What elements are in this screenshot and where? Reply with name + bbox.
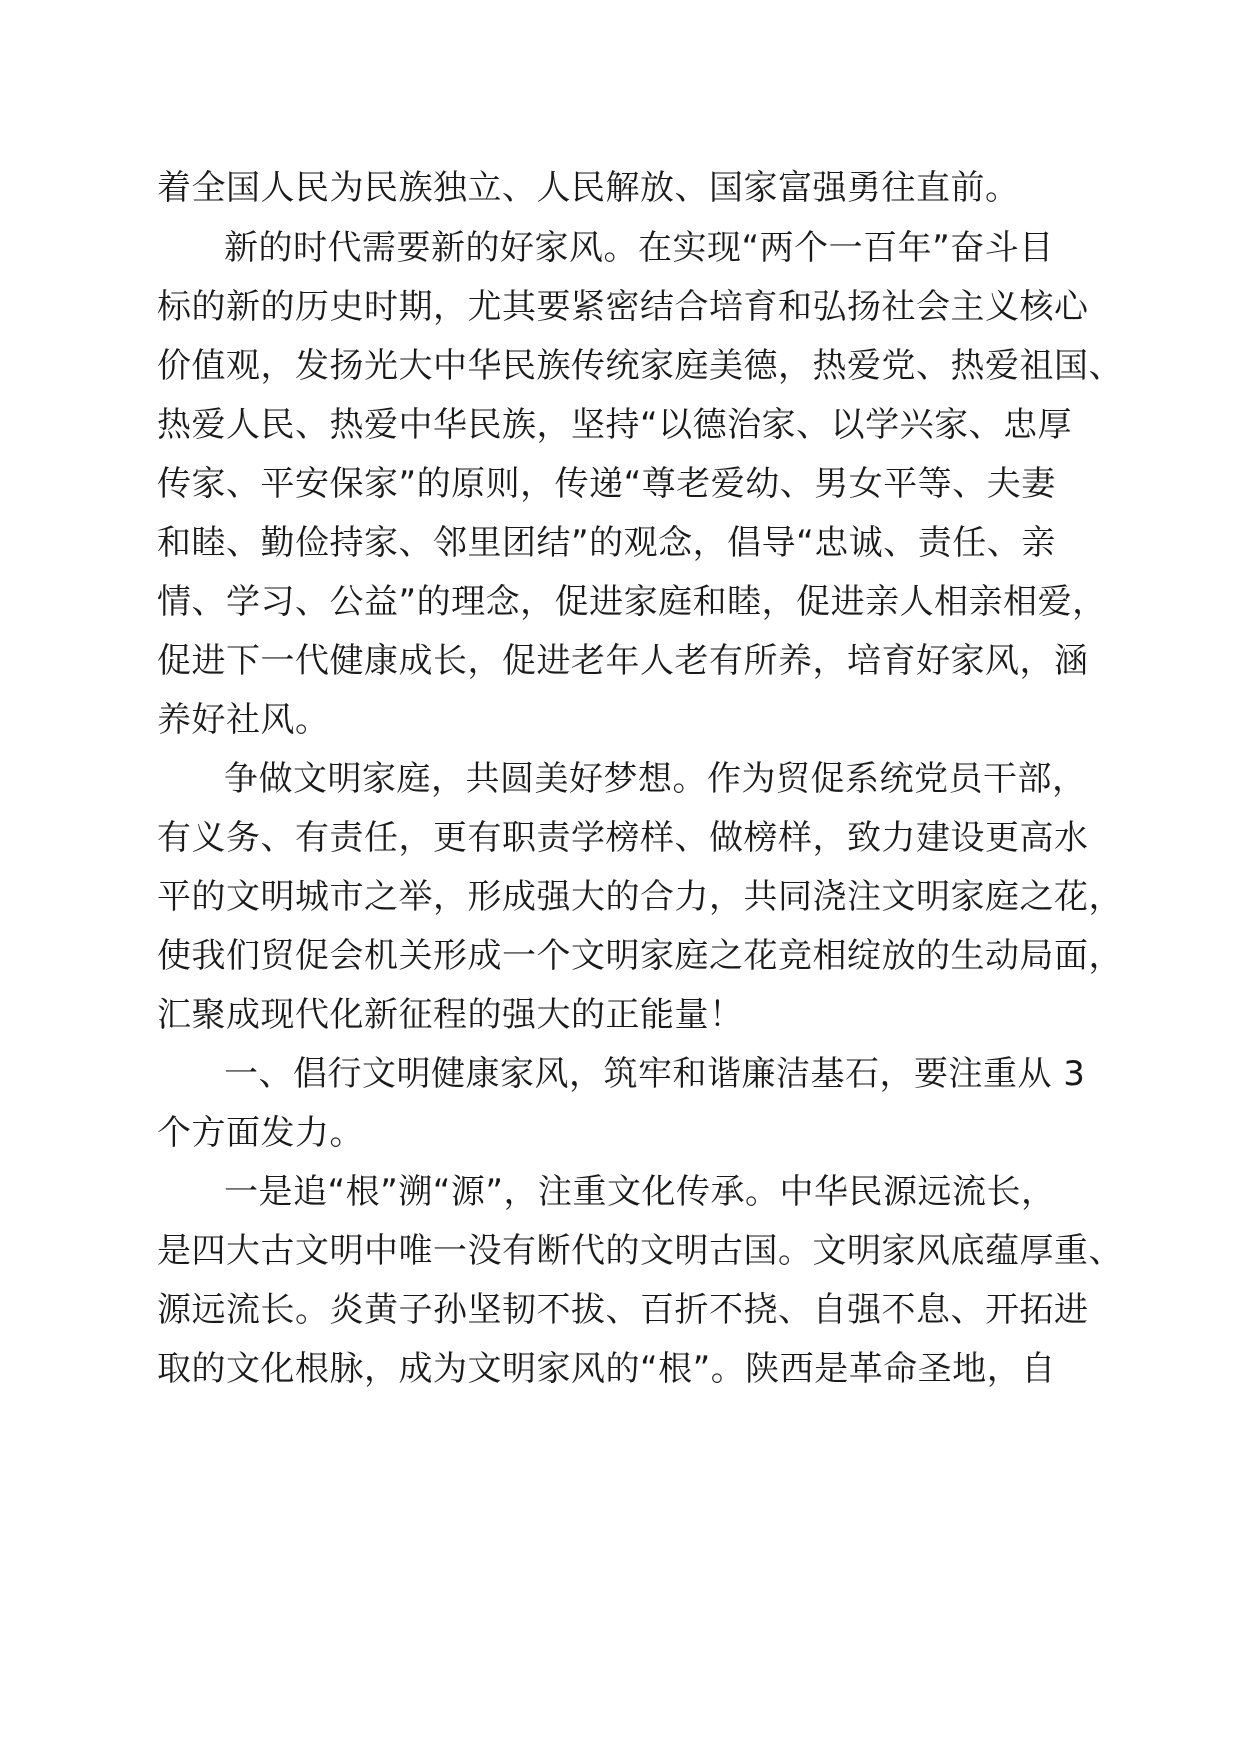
text-line: 促进下一代健康成长，促进老年人老有所养，培育好家风，涵 bbox=[157, 641, 1089, 681]
section-heading-line: 个方面发力。 bbox=[157, 1113, 364, 1153]
text-line: 有义务、有责任，更有职责学榜样、做榜样，致力建设更高水 bbox=[157, 818, 1089, 858]
text-line: 养好社风。 bbox=[157, 700, 330, 740]
text-line: 和睦、勤俭持家、邻里团结”的观念，倡导“忠诚、责任、亲 bbox=[157, 523, 1056, 563]
text-line: 传家、平安保家”的原则，传递“尊老爱幼、男女平等、夫妻 bbox=[157, 464, 1056, 504]
text-line: 使我们贸促会机关形成一个文明家庭之花竞相绽放的生动局面， bbox=[157, 936, 1123, 976]
paragraph-first-line: 一是追“根”溯“源”，注重文化传承。中华民源远流长， bbox=[224, 1172, 1056, 1212]
paragraph-first-line: 争做文明家庭，共圆美好梦想。作为贸促系统党员干部， bbox=[224, 759, 1087, 799]
section-heading-line: 一、倡行文明健康家风，筑牢和谐廉洁基石，要注重从 3 bbox=[224, 1054, 1086, 1094]
text-line: 源远流长。炎黄子孙坚韧不拔、百折不挠、自强不息、开拓进 bbox=[157, 1290, 1089, 1330]
paragraph-first-line: 新的时代需要新的好家风。在实现“两个一百年”奋斗目 bbox=[224, 228, 1054, 268]
text-line: 着全国人民为民族独立、人民解放、国家富强勇往直前。 bbox=[157, 168, 1020, 208]
text-line: 平的文明城市之举，形成强大的合力，共同浇注文明家庭之花， bbox=[157, 877, 1123, 917]
text-line: 价值观，发扬光大中华民族传统家庭美德，热爱党、热爱祖国、 bbox=[157, 346, 1123, 386]
text-line: 取的文化根脉，成为文明家风的“根”。陕西是革命圣地，自 bbox=[157, 1349, 1056, 1389]
text-line: 是四大古文明中唯一没有断代的文明古国。文明家风底蕴厚重、 bbox=[157, 1231, 1123, 1271]
text-line: 热爱人民、热爱中华民族，坚持“以德治家、以学兴家、忠厚 bbox=[157, 405, 1073, 445]
text-line: 标的新的历史时期，尤其要紧密结合培育和弘扬社会主义核心 bbox=[157, 287, 1089, 327]
text-line: 情、学习、公益”的理念，促进家庭和睦，促进亲人相亲相爱， bbox=[157, 582, 1107, 622]
text-line: 汇聚成现代化新征程的强大的正能量！ bbox=[157, 995, 744, 1035]
